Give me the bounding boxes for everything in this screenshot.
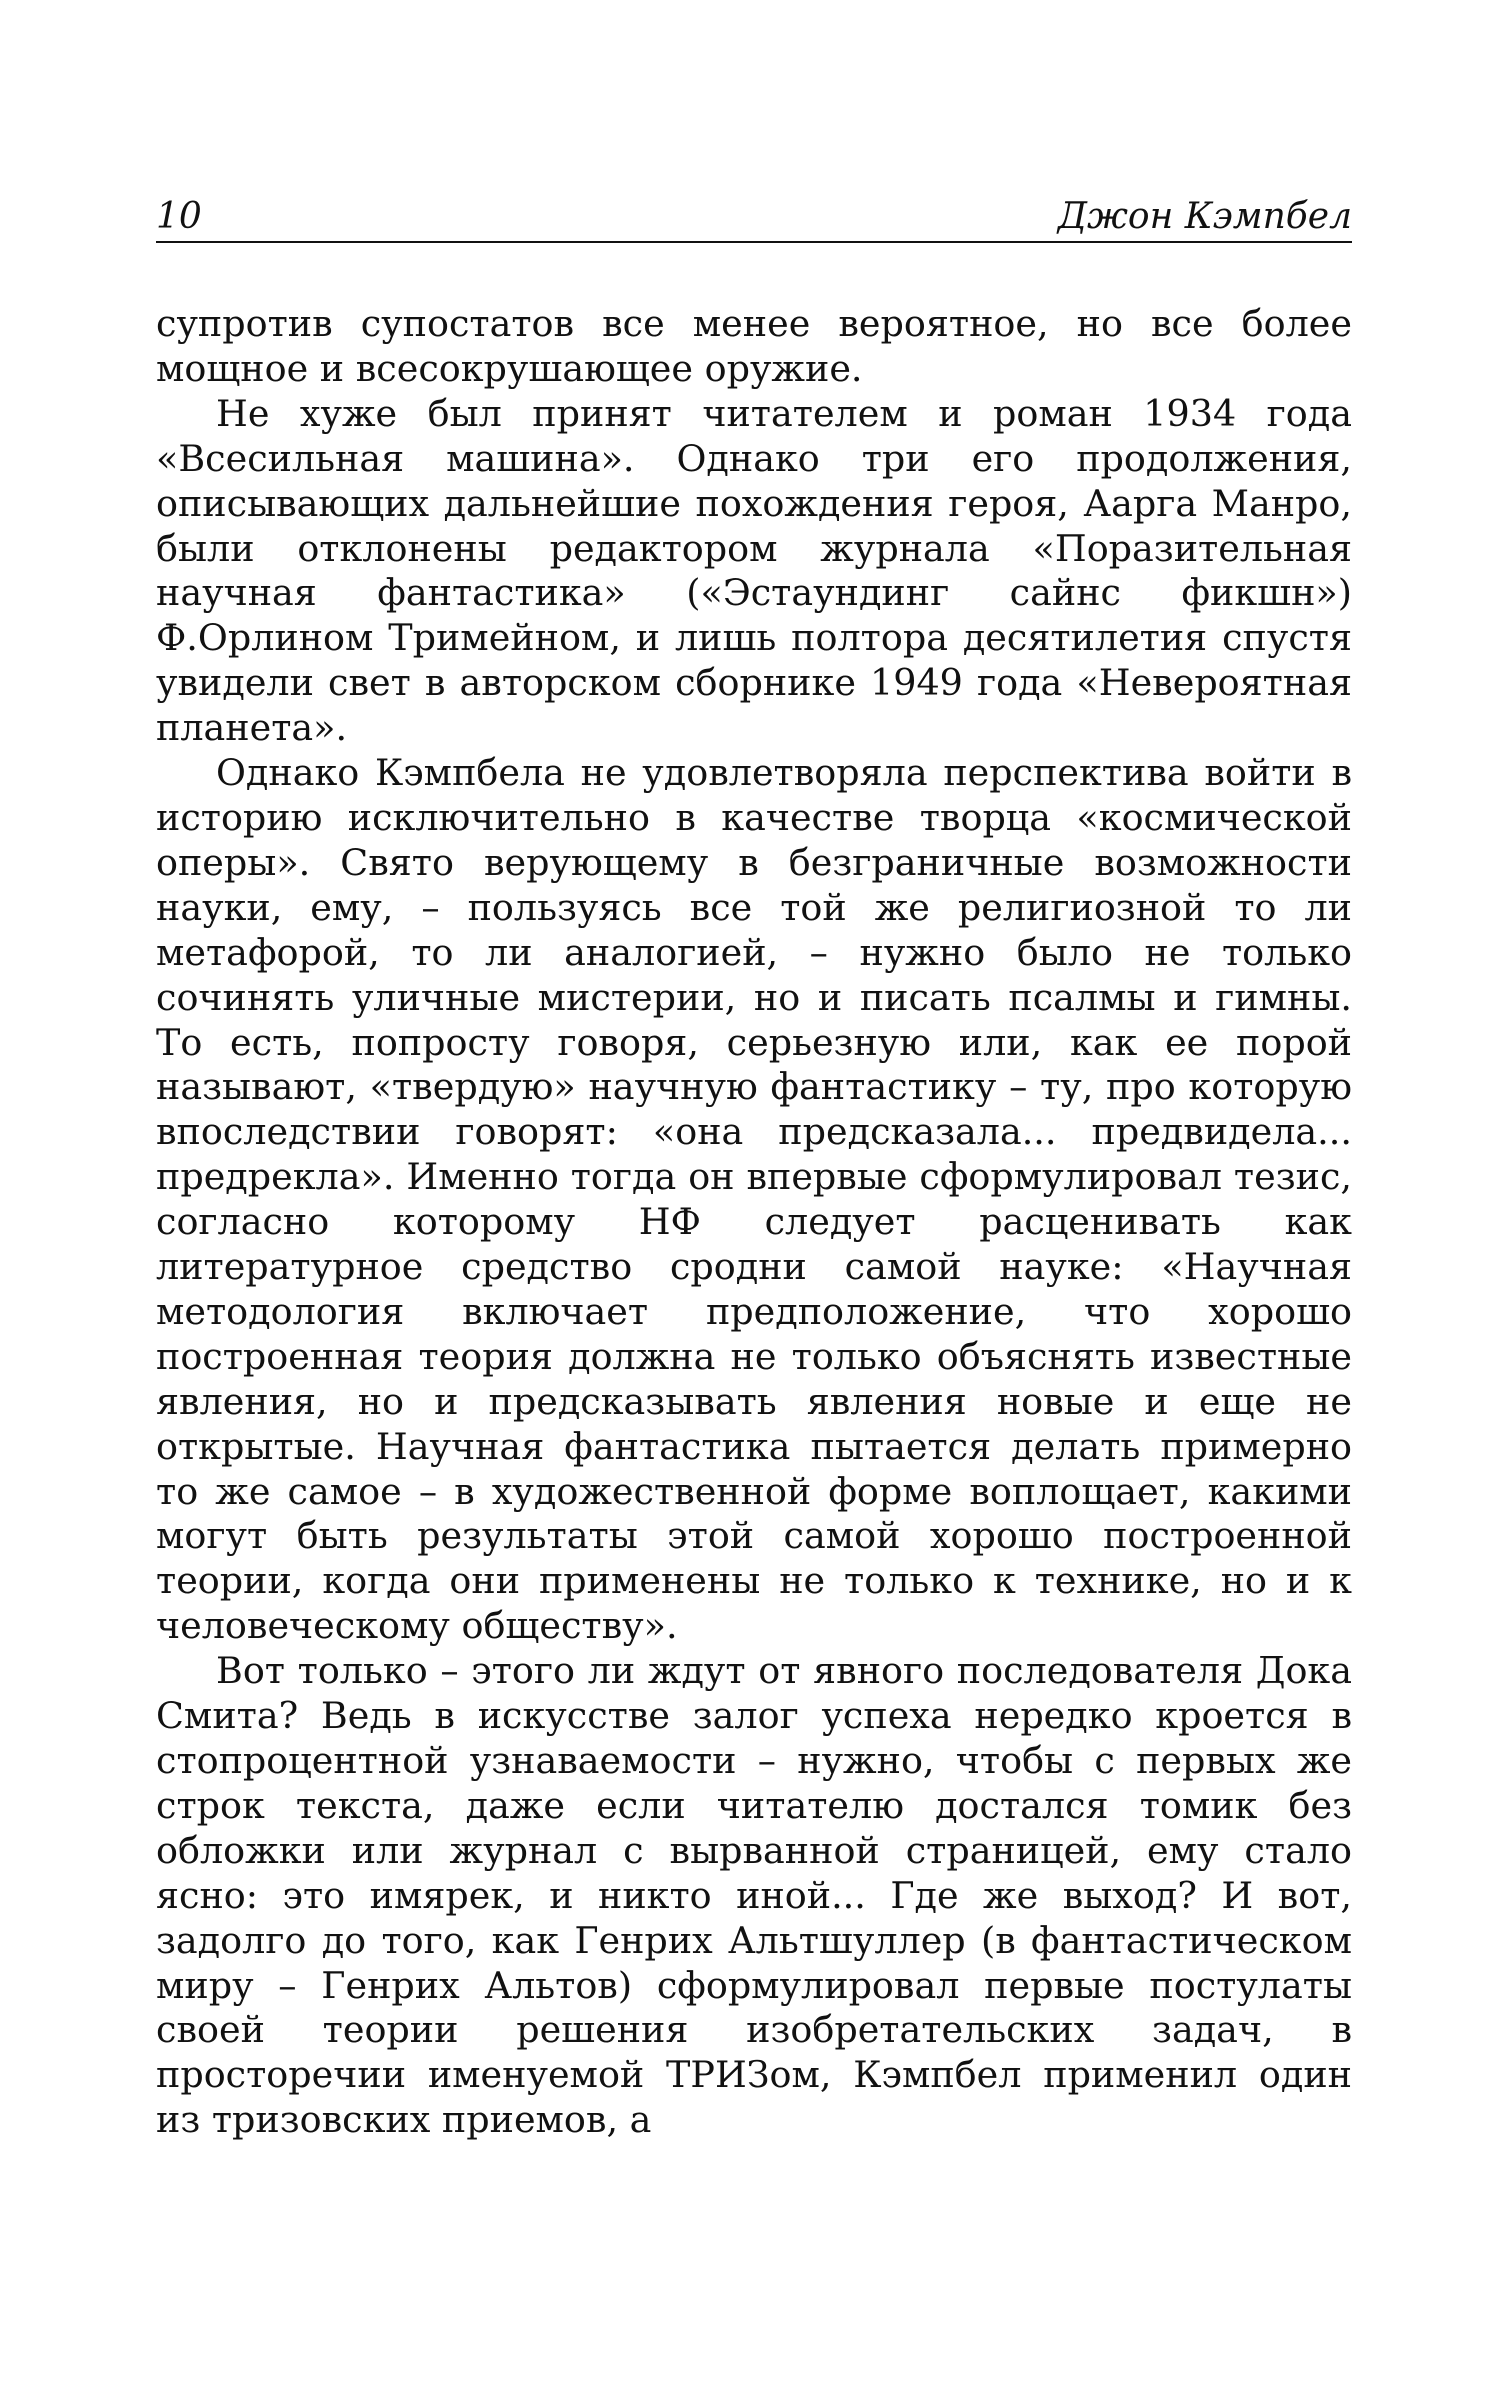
running-head <box>156 193 1352 243</box>
paragraph-continuation: супротив супостатов все менее вероятное, но все более мощное и всесокрушающее оружие. <box>156 302 1352 390</box>
running-title: Джон Кэмпбел <box>1057 196 1352 237</box>
paragraph-hard-sf: Однако Кэмпбела не удовлетворяла перспектива войти в историю исключительно в качестве творца «космической оперы». Свято верующему в безграничные возможности науки, ему, – пользуясь все той же религиозной то ли метафорой, то ли аналогией, – нужно было не только сочинять уличные мистерии, но и писать псалмы и гимны. То есть, попросту говоря, серьезную или, как ее порой называют, «твердую» научную фантастику – ту, про которую впоследствии говорят: «она предсказала... предвидела... предрекла». Именно тогда он впервые сформулировал тезис, согласно которому НФ следует расценивать как литературное средство сродни самой науке: «Научная методология включает предположение, что хорошо построенная теория должна не только объяснять известные явления, но и предсказывать явления новые и еще не открытые. Научная фантастика пытается делать примерно то же самое – в художественной форме воплощает, какими могут быть результаты этой самой хорошо построенной теории, когда они применены не только к технике, но и к человеческому обществу». <box>156 751 1352 1648</box>
paragraph-1934-novel: Не хуже был принят читателем и роман 1934 года «Всесильная машина». Однако три его продолжения, описывающих дальнейшие похождения героя, Аарга Манро, были отклонены редактором журнала «Поразительная научная фантастика» («Эстаундинг сайнс фикшн») Ф.Орлином Тримейном, и лишь полтора десятилетия спустя увидели свет в авторском сборнике 1949 года «Невероятная планета». <box>156 391 1352 750</box>
page-number: 10 <box>156 196 202 237</box>
paragraph-triz: Вот только – этого ли ждут от явного последователя Дока Смита? Ведь в искусстве залог успеха нередко кроется в стопроцентной узнаваемости – нужно, чтобы с первых же строк текста, даже если читателю достался томик без обложки или журнал с вырванной страницей, ему стало ясно: это имярек, и никто иной... Где же выход? И вот, задолго до того, как Генрих Альтшуллер (в фантастическом миру – Генрих Альтов) сформулировал первые постулаты своей теории решения изобретательских задач, в просторечии именуемой ТРИЗом, Кэмпбел применил один из тризовских приемов, а <box>156 1649 1352 2142</box>
body-text <box>156 302 1352 2143</box>
